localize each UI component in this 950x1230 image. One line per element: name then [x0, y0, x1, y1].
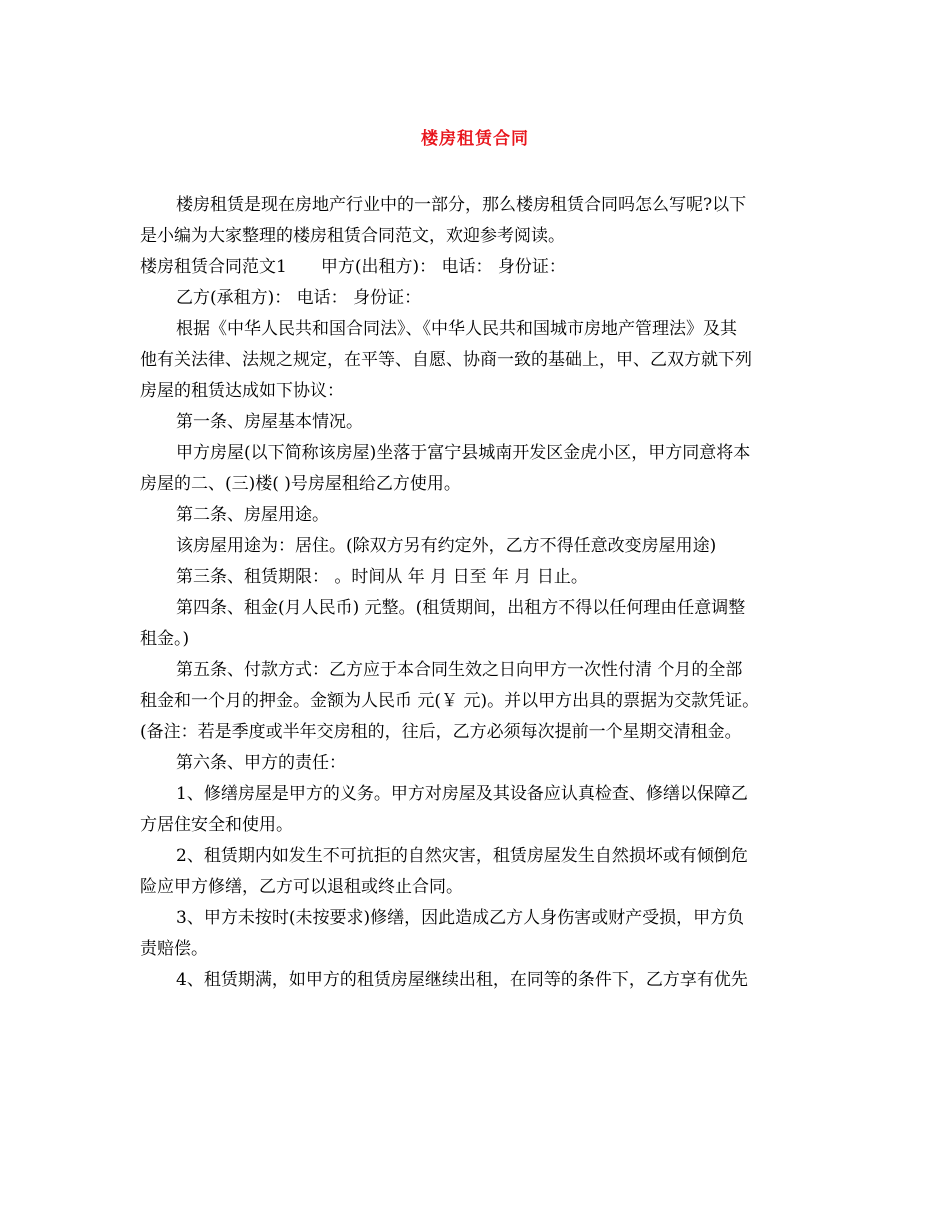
document-line: 第四条、租金(月人民币) 元整。(租赁期间，出租方不得以任何理由任意调整: [176, 598, 746, 618]
document-line: 第五条、付款方式：乙方应于本合同生效之日向甲方一次性付清 个月的全部: [176, 660, 743, 680]
document-line: 租金。): [140, 629, 190, 649]
document-line: 3、甲方未按时(未按要求)修缮，因此造成乙方人身伤害或财产受损，甲方负: [176, 908, 745, 928]
document-line: 乙方(承租方)： 电话： 身份证：: [176, 288, 422, 308]
document-line: 他有关法律、法规之规定，在平等、自愿、协商一致的基础上，甲、乙双方就下列: [140, 350, 752, 370]
document-line: 第一条、房屋基本情况。: [176, 412, 363, 432]
document-line: 第六条、甲方的责任：: [176, 753, 346, 773]
document-line: 是小编为大家整理的楼房租赁合同范文，欢迎参考阅读。: [140, 226, 565, 246]
document-line: 楼房租赁是现在房地产行业中的一部分，那么楼房租赁合同吗怎么写呢?以下: [176, 195, 747, 215]
document-line: (备注：若是季度或半年交房租的，往后，乙方必须每次提前一个星期交清租金。: [140, 722, 742, 742]
document-line: 第三条、租赁期限： 。时间从 年 月 日至 年 月 日止。: [176, 567, 588, 587]
document-line: 第二条、房屋用途。: [176, 505, 329, 525]
document-line: 甲方房屋(以下简称该房屋)坐落于富宁县城南开发区金虎小区，甲方同意将本: [176, 443, 751, 463]
document-line: 该房屋用途为：居住。(除双方另有约定外，乙方不得任意改变房屋用途): [176, 536, 717, 556]
document-line: 房屋的二、(三)楼( )号房屋租给乙方使用。: [140, 474, 461, 494]
document-line: 险应甲方修缮，乙方可以退租或终止合同。: [140, 877, 463, 897]
document-line: 租金和一个月的押金。金额为人民币 元(￥ 元)。并以甲方出具的票据为交款凭证。: [140, 691, 760, 711]
document-body: [140, 190, 810, 996]
document-line: 4、租赁期满，如甲方的租赁房屋继续出租，在同等的条件下，乙方享有优先: [176, 970, 748, 990]
document-line: 楼房租赁合同范文1 甲方(出租方)： 电话： 身份证：: [140, 257, 566, 277]
document-line: 房屋的租赁达成如下协议：: [140, 381, 344, 401]
document-line: 2、租赁期内如发生不可抗拒的自然灾害，租赁房屋发生自然损坏或有倾倒危: [176, 846, 748, 866]
document-line: 根据《中华人民共和国合同法》、《中华人民共和国城市房地产管理法》及其: [176, 319, 737, 339]
document-line: 方居住安全和使用。: [140, 815, 293, 835]
document-title: 楼房租赁合同: [421, 129, 529, 149]
document-line: 1、修缮房屋是甲方的义务。甲方对房屋及其设备应认真检查、修缮以保障乙: [176, 784, 748, 804]
document-line: 责赔偿。: [140, 939, 208, 959]
